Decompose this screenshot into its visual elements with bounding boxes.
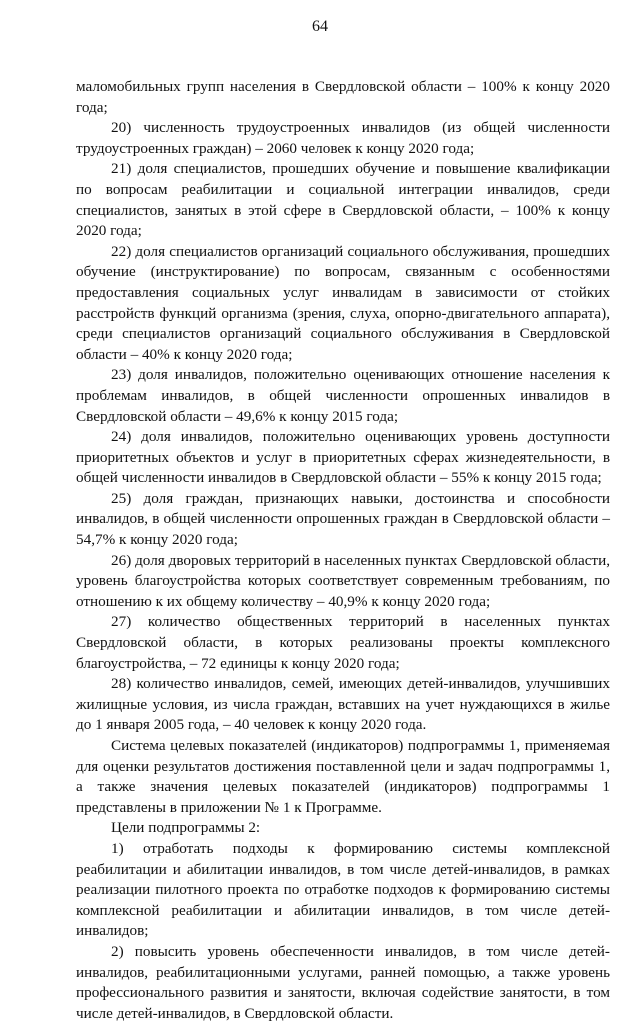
paragraph-indicators-system: Система целевых показателей (индикаторов) подпрограммы 1, применяемая для оценки результатов достижения поставленной цели и задач подпрограммы 1, а также значения целевых показателей (индикаторов) подпрограммы 1 представлены в приложении № 1 к Программе. [76,737,610,816]
paragraph-subprogram-2-goals-heading: Цели подпрограммы 2: [111,819,261,837]
paragraph-item-22: 22) доля специалистов организаций социального обслуживания, прошедших обучение (инструктирование) по вопросам, связанным с особенностями предоставления социальных услуг инвалидам в зависимости от стойких расстройств функций организма (зрения, слуха, опорно-двигательного аппарата), среди специалистов организаций социального обслуживания в Свердловской области – 40% к концу 2020 года; [76,242,610,363]
paragraph-item-25: 25) доля граждан, признающих навыки, достоинства и способности инвалидов, в общей численности опрошенных граждан в Свердловской области – 54,7% к концу 2020 года; [76,489,610,549]
paragraph-item-28: 28) количество инвалидов, семей, имеющих детей-инвалидов, улучшивших жилищные условия, из числа граждан, вставших на учет нуждающихся в жилье до 1 января 2005 года, – 40 человек к концу 2020 года. [76,675,610,734]
page-number: 64 [312,18,328,35]
paragraph-item-27: 27) количество общественных территорий в населенных пунктах Свердловской области, в которых реализованы проекты комплексного благоустройства, – 72 единицы к концу 2020 года; [76,613,610,672]
paragraph-item-23: 23) доля инвалидов, положительно оценивающих отношение населения к проблемам инвалидов, в общей численности опрошенных инвалидов в Свердловской области – 49,6% к концу 2015 года; [76,366,610,425]
paragraph-item-21: 21) доля специалистов, прошедших обучение и повышение квалификации по вопросам реабилитации и социальной интеграции инвалидов, среди специалистов, занятых в этой сфере в Свердловской области, – 100% к концу 2020 года; [76,160,610,240]
paragraph-goal-2: 2) повысить уровень обеспеченности инвалидов, в том числе детей-инвалидов, реабилитационными услугами, ранней помощью, а также уровень профессионального развития и занятости, включая содействие занятости, в том числе детей-инвалидов, в Свердловской области. [76,942,610,1022]
paragraph-item-26: 26) доля дворовых территорий в населенных пунктах Свердловской области, уровень благоустройства которых соответствует современным требованиям, по отношению к их общему количеству – 40,9% к концу 2020 года; [76,551,610,610]
paragraph-item-24: 24) доля инвалидов, положительно оценивающих уровень доступности приоритетных объектов и услуг в приоритетных сферах жизнедеятельности, в общей численности инвалидов в Свердловской области – 55% к концу 2015 года; [76,428,610,487]
paragraph-continuation: маломобильных групп населения в Свердловской области – 100% к концу 2020 года; [76,78,610,116]
paragraph-item-20: 20) численность трудоустроенных инвалидов (из общей численности трудоустроенных граждан) – 2060 человек к концу 2020 года; [76,119,610,157]
document-body [76,77,610,1024]
paragraph-goal-1: 1) отработать подходы к формированию системы комплексной реабилитации и абилитации инвалидов, в том числе детей-инвалидов, в рамках реализации пилотного проекта по отработке подходов к формированию системы комплексной реабилитации и абилитации инвалидов, в том числе детей-инвалидов; [76,839,610,940]
